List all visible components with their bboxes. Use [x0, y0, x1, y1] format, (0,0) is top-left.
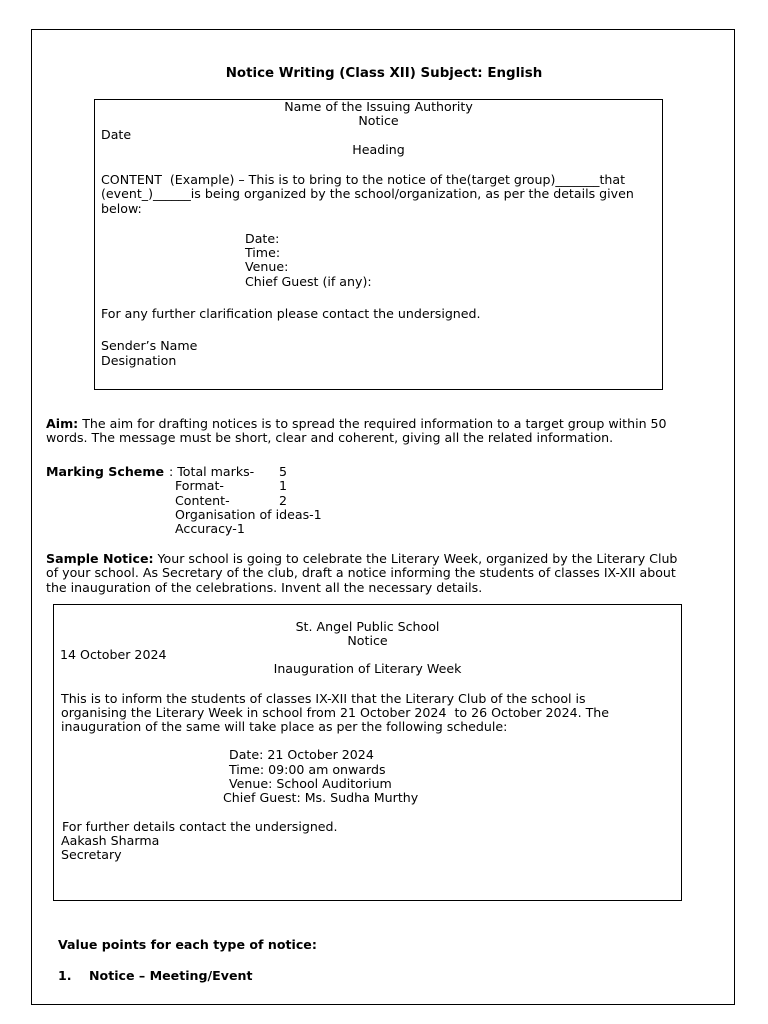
issuing-authority: Name of the Issuing Authority [284, 99, 473, 114]
designation: Secretary [61, 847, 122, 862]
clarification-text: For any further clarification please contact the undersigned. [101, 306, 481, 321]
marking-row: : Total marks- [169, 464, 255, 479]
value-points-heading: Value points for each type of notice: [58, 937, 317, 952]
notice-date: 14 October 2024 [60, 647, 167, 662]
notice-word: Notice [347, 633, 388, 648]
designation: Designation [101, 353, 177, 368]
notice-body-line: organising the Literary Week in school from 21 October 2024 to 26 October 2024. The [61, 705, 610, 720]
marking-row: Content- [175, 493, 230, 508]
contact-text: For further details contact the undersigned. [62, 819, 338, 834]
sender-name: Sender’s Name [101, 338, 198, 353]
notice-word: Notice [358, 113, 399, 128]
content-line: below: [101, 201, 142, 216]
sample-line-2: of your school. As Secretary of the club, draft a notice informing the students of classes IX-XII about [46, 565, 676, 580]
chief-guest-field: Chief Guest (if any): [245, 274, 372, 289]
content-line: CONTENT (Example) – This is to bring to the notice of the(target group)_______that [101, 172, 626, 187]
sample-label: Sample Notice: [46, 551, 154, 566]
content-line: (event_)______is being organized by the school/organization, as per the details given [101, 186, 634, 201]
date-label: Date [101, 127, 132, 142]
schedule-chief-guest: Chief Guest: Ms. Sudha Murthy [223, 790, 419, 805]
schedule-time: Time: 09:00 am onwards [229, 762, 386, 777]
marking-row: Accuracy-1 [175, 521, 245, 536]
page-title: Notice Writing (Class XII) Subject: English [225, 66, 543, 81]
aim-text: The aim for drafting notices is to spread the required information to a target group within 50 [78, 416, 667, 431]
list-item-number: 1. [58, 968, 72, 983]
date-field: Date: [245, 231, 280, 246]
schedule-venue: Venue: School Auditorium [229, 776, 392, 791]
schedule-date: Date: 21 October 2024 [229, 747, 374, 762]
list-item-text: Notice – Meeting/Event [89, 968, 253, 983]
heading-label: Heading [352, 142, 405, 157]
aim-label: Aim: [46, 416, 79, 431]
sample-text: Your school is going to celebrate the Literary Week, organized by the Literary Club [153, 551, 678, 566]
sender-name: Aakash Sharma [61, 833, 160, 848]
marking-scheme-label: Marking Scheme [46, 464, 165, 479]
time-field: Time: [245, 245, 281, 260]
notice-body-line: This is to inform the students of classes IX-XII that the Literary Club of the school is [61, 691, 586, 706]
aim-line-2: words. The message must be short, clear and coherent, giving all the related information. [46, 430, 614, 445]
venue-field: Venue: [245, 259, 289, 274]
marking-value: 2 [279, 493, 288, 508]
sample-line-3: the inauguration of the celebrations. Invent all the necessary details. [46, 580, 483, 595]
marking-value: 5 [279, 464, 288, 479]
marking-value: 1 [279, 478, 288, 493]
notice-heading: Inauguration of Literary Week [273, 661, 462, 676]
marking-row: Format- [175, 478, 224, 493]
school-name: St. Angel Public School [295, 619, 440, 634]
marking-row: Organisation of ideas-1 [175, 507, 322, 522]
notice-body-line: inauguration of the same will take place as per the following schedule: [61, 719, 508, 734]
